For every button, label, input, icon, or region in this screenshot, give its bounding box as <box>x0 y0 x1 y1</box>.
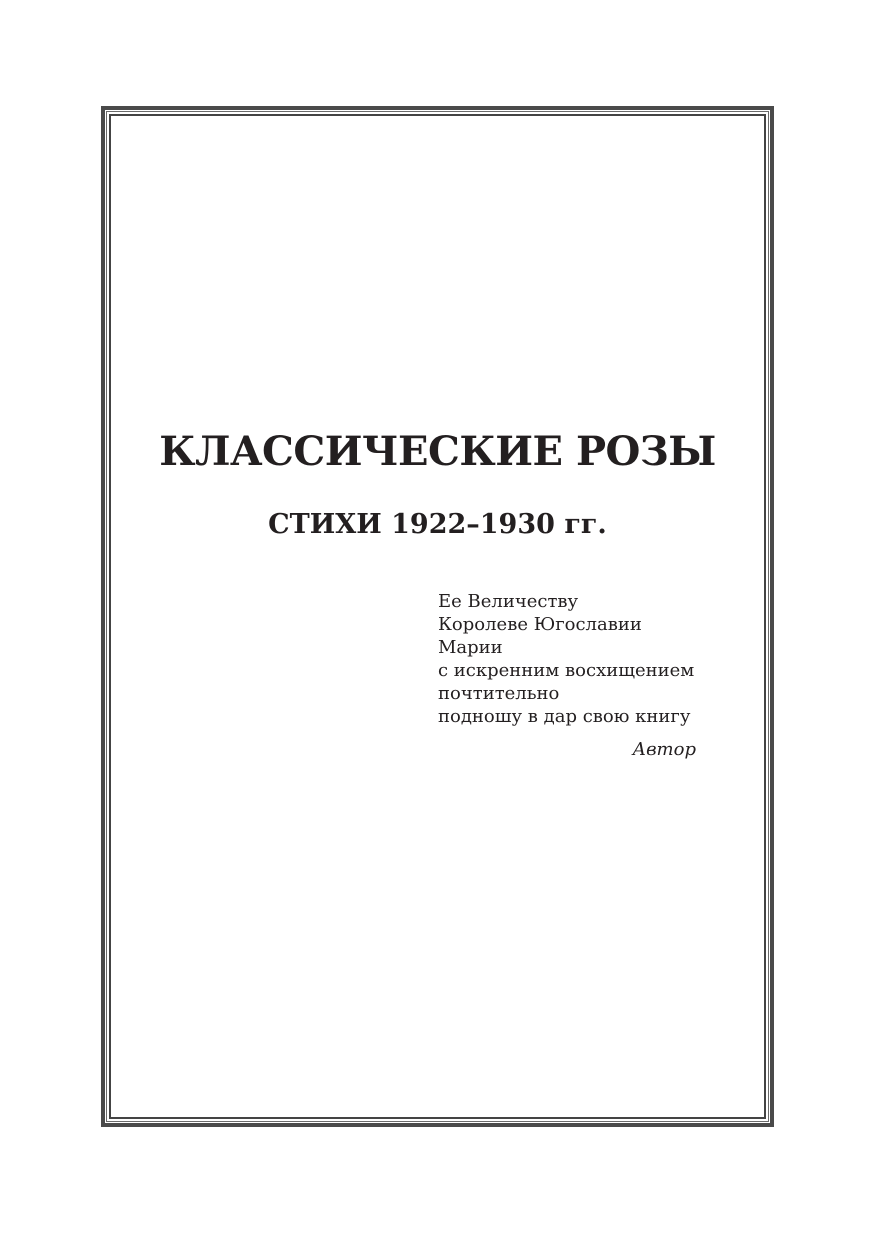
book-subtitle: СТИХИ 1922–1930 гг. <box>268 509 607 540</box>
dedication <box>438 590 738 728</box>
dedication-line: почтительно <box>438 683 560 704</box>
dedication-line: Королеве Югославии <box>438 614 642 635</box>
dedication-line: Марии <box>438 637 503 658</box>
book-title: КЛАССИЧЕСКИЕ РОЗЫ <box>159 428 716 475</box>
dedication-line: подношу в дар свою книгу <box>438 706 691 727</box>
dedication-line: Ее Величеству <box>438 591 579 612</box>
dedication-line: с искренним восхищением <box>438 660 695 681</box>
dedication-signature: Автор <box>632 739 696 760</box>
